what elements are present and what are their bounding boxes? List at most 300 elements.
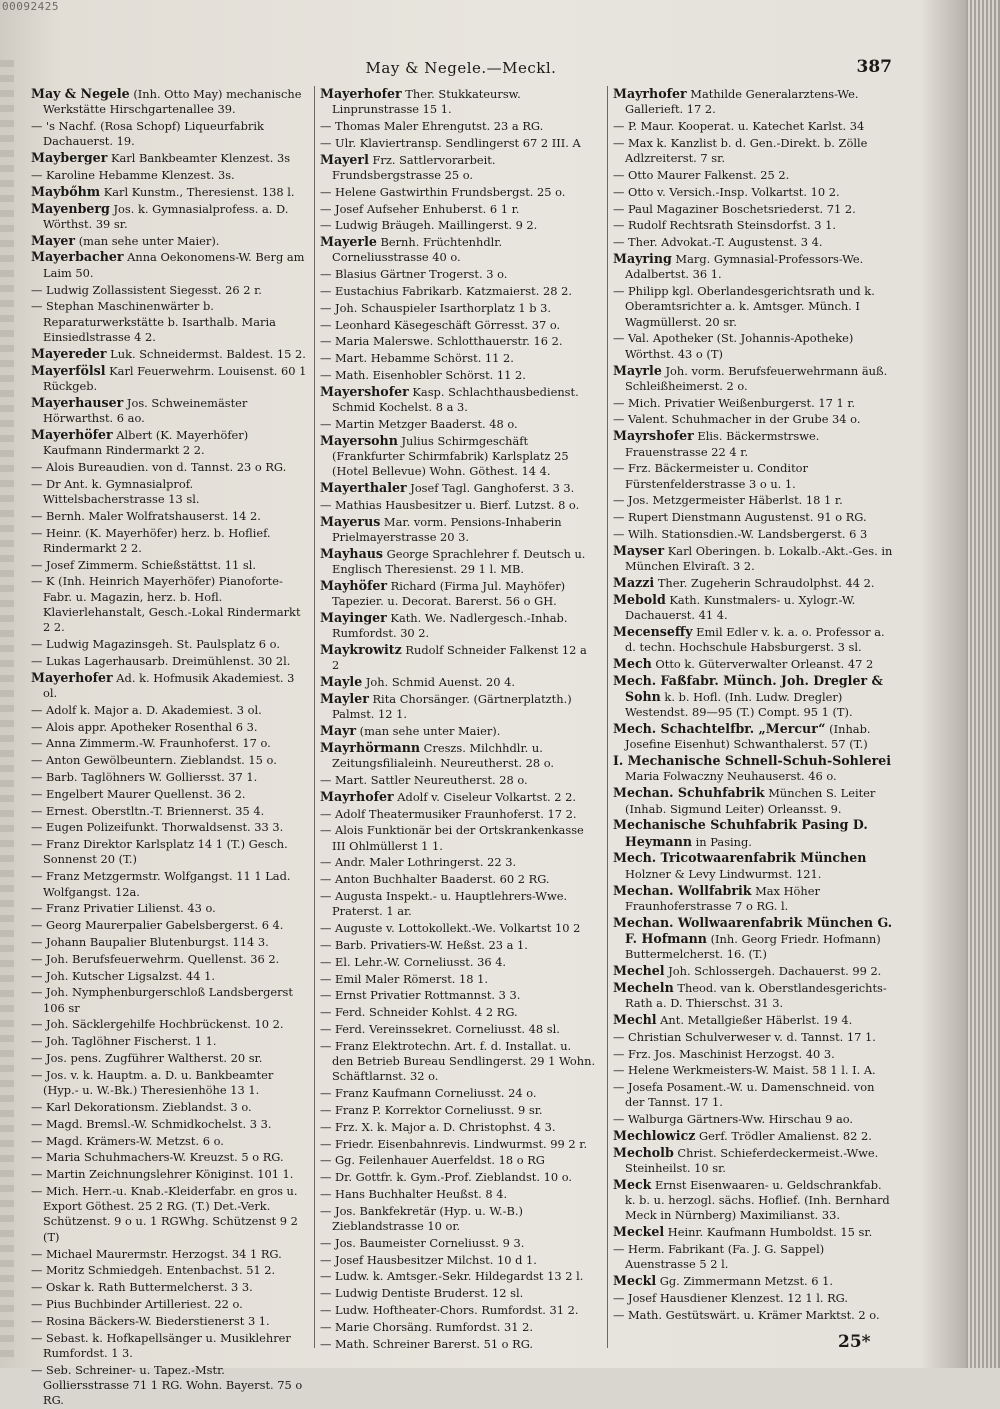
entry-headword: Mayinger xyxy=(320,610,387,625)
directory-entry xyxy=(31,282,307,298)
directory-entry xyxy=(613,1079,895,1111)
entry-text: — 's Nachf. (Rosa Schopf) Liqueurfabrik Dachauerst. 19. xyxy=(31,119,264,149)
entry-text: Kath. We. Nadlergesch.-Inhab. Rumfordst. 30 2. xyxy=(332,611,568,641)
entry-text: in Pasing. xyxy=(692,834,752,849)
directory-entry xyxy=(31,573,307,635)
entry-text: Theod. van k. Oberstlandesgerichts-Rath a. D. Thierschst. 31 3. xyxy=(625,980,887,1011)
entry-text: — Barb. Taglöhners W. Golliersst. 37 1. xyxy=(31,769,258,784)
directory-entry xyxy=(613,283,895,330)
directory-entry xyxy=(320,937,596,953)
directory-entry xyxy=(320,135,596,151)
directory-entry xyxy=(320,1302,596,1318)
entry-headword: Mechel xyxy=(613,963,665,979)
directory-entry xyxy=(613,785,895,817)
directory-entry xyxy=(613,411,895,427)
entry-headword: Mayerbacher xyxy=(31,249,124,265)
entry-text: Heinr. Kaufmann Humboldst. 15 sr. xyxy=(664,1225,873,1240)
entry-headword: Mech. Faßfabr. Münch. Joh. Dregler & Sohn xyxy=(613,672,883,704)
entry-text: — Jos. Baumeister Corneliusst. 9 3. xyxy=(320,1235,525,1250)
entry-text: — Rudolf Rechtsrath Steinsdorfst. 3 1. xyxy=(613,218,836,233)
entry-headword: Mech. Schachtelfbr. „Mercur“ xyxy=(613,721,826,737)
sheet-signature: 25* xyxy=(838,1332,871,1352)
directory-entry xyxy=(320,433,596,480)
entry-headword: Mech xyxy=(613,655,652,671)
entry-text: — Josef Zimmerm. Schießstättst. 11 sl. xyxy=(31,557,257,572)
entry-headword: Mayberger xyxy=(31,150,108,166)
entry-text: — Walburga Gärtners-Ww. Hirschau 9 ao. xyxy=(613,1112,854,1127)
entry-headword: Mebold xyxy=(613,591,666,607)
entry-headword: May & Negele xyxy=(31,86,130,101)
entry-headword: Mayersohn xyxy=(320,432,398,448)
directory-entry xyxy=(613,217,895,233)
entry-text: — Franz Direktor Karlsplatz 14 1 (T.) Gesch. Sonnenst 20 (T.) xyxy=(31,837,288,867)
directory-entry xyxy=(320,610,596,642)
directory-entry xyxy=(320,888,596,920)
directory-entry xyxy=(320,1102,596,1118)
directory-entry xyxy=(613,721,895,753)
entry-text: — Ferd. Vereinssekret. Corneliusst. 48 sl. xyxy=(320,1021,560,1036)
entry-text: — Friedr. Eisenbahnrevis. Lindwurmst. 99 2 r. xyxy=(320,1136,588,1151)
entry-text: — Ferd. Schneider Kohlst. 4 2 RG. xyxy=(320,1005,518,1020)
entry-text: — Anna Zimmerm.-W. Fraunhoferst. 17 o. xyxy=(31,736,271,751)
entry-text: — Wilh. Stationsdien.-W. Landsbergerst. 6 3 xyxy=(613,527,868,542)
directory-entry xyxy=(320,416,596,432)
directory-entry xyxy=(613,363,895,395)
directory-entry xyxy=(31,1033,307,1049)
directory-entry xyxy=(31,476,307,508)
entry-text: Marg. Gymnasial-Professors-We. Adalbertst. 36 1. xyxy=(625,251,864,282)
entry-headword: Mecholb xyxy=(613,1144,674,1160)
directory-entry xyxy=(613,575,895,591)
entry-text: — Rupert Dienstmann Augustenst. 91 o RG. xyxy=(613,510,867,525)
entry-text: Joh. Schlossergeh. Dachauerst. 99 2. xyxy=(664,964,882,979)
directory-entry xyxy=(320,772,596,788)
entry-headword: Mayer xyxy=(31,232,76,248)
entry-text: Gg. Zimmermann Metzst. 6 1. xyxy=(656,1274,834,1289)
entry-text: — Josef Hausbesitzer Milchst. 10 d 1. xyxy=(320,1252,537,1267)
directory-entry xyxy=(31,363,307,395)
entry-text: — Math. Eisenhobler Schörst. 11 2. xyxy=(320,368,526,383)
directory-entry xyxy=(31,395,307,427)
entry-text: — Jos. Metzgermeister Häberlst. 18 1 r. xyxy=(613,493,843,508)
entry-headword: Mechan. Wollfabrik xyxy=(613,882,752,898)
entry-text: — Bernh. Maler Wolfratshauserst. 14 2. xyxy=(31,508,261,523)
directory-entry xyxy=(320,1085,596,1101)
directory-entry xyxy=(31,1279,307,1295)
entry-text: — Franz Kaufmann Corneliusst. 24 o. xyxy=(320,1086,537,1101)
directory-entry xyxy=(613,184,895,200)
entry-text: — El. Lehr.-W. Corneliusst. 36 4. xyxy=(320,954,507,969)
directory-entry xyxy=(31,1133,307,1149)
directory-entry xyxy=(320,871,596,887)
entry-text: — Jos. pens. Zugführer Waltherst. 20 sr. xyxy=(31,1051,263,1066)
entry-text: — Oskar k. Rath Buttermelcherst. 3 3. xyxy=(31,1280,253,1295)
directory-entry xyxy=(613,1012,895,1028)
entry-text: — Joh. Berufsfeuerwehrm. Quellenst. 36 2. xyxy=(31,951,280,966)
entry-text: — Otto Maurer Falkenst. 25 2. xyxy=(613,167,790,182)
entry-text: — Josef Hausdiener Klenzest. 12 1 l. RG. xyxy=(613,1290,848,1305)
entry-text: Karl Oberingen. b. Lokalb.-Akt.-Ges. in München Elviraſt. 3 2. xyxy=(625,543,893,574)
entry-text: Christ. Schieferdeckermeist.-Wwe. Steinheilst. 10 sr. xyxy=(625,1145,879,1176)
entry-text: — Ther. Advokat.-T. Augustenst. 3 4. xyxy=(613,235,823,250)
directory-entry xyxy=(31,900,307,916)
entry-text: — Thomas Maler Ehrengutst. 23 a RG. xyxy=(320,119,544,134)
entry-text: — Pius Buchbinder Artilleriest. 22 o. xyxy=(31,1296,243,1311)
directory-entry xyxy=(320,350,596,366)
directory-entry xyxy=(320,266,596,282)
directory-entry xyxy=(320,1268,596,1284)
entry-text: (Inhab. Josefine Eisenhut) Schwanthalerst. 57 (T.) xyxy=(625,722,871,752)
entry-text: Bernh. Früchtenhdlr. Corneliusstrasse 40 o. xyxy=(332,235,503,265)
entry-text: k. b. Hofl. (Inh. Ludw. Dregler) Westendst. 89—95 (T.) Compt. 95 1 (T). xyxy=(625,689,853,720)
directory-entry xyxy=(31,917,307,933)
entry-text: — Joh. Taglöhner Fischerst. 1 1. xyxy=(31,1034,217,1049)
entry-headword: Mayerle xyxy=(320,234,377,250)
entry-headword: Mayler xyxy=(320,690,369,706)
entry-text: Adolf v. Ciseleur Volkartst. 2 2. xyxy=(393,789,577,804)
directory-entry xyxy=(320,1235,596,1251)
directory-entry xyxy=(31,557,307,573)
entry-text: Luk. Schneidermst. Baldest. 15 2. xyxy=(106,346,306,361)
entry-text: — Christian Schulverweser v. d. Tannst. 17 1. xyxy=(613,1029,876,1044)
entry-text: — Frz. Bäckermeister u. Conditor Fürstenfelderstrasse 3 o u. 1. xyxy=(613,461,808,491)
entry-text: Joh. vorm. Berufsfeuerwehrmann äuß. Schleißheimerst. 2 o. xyxy=(625,363,888,393)
entry-headword: Mayr xyxy=(320,723,357,739)
entry-text: — Franz Metzgermstr. Wolfgangst. 11 1 Lad. Wolfgangst. 12a. xyxy=(31,869,291,899)
entry-text: Ther. Stukkateursw. Linprunstrasse 15 1. xyxy=(332,87,521,117)
directory-entry xyxy=(31,653,307,669)
entry-headword: Maybőhm xyxy=(31,183,101,199)
entry-text: — Helene Werkmeisters-W. Maist. 58 1 l. I. A. xyxy=(613,1063,876,1078)
directory-entry xyxy=(320,987,596,1003)
entry-text: Jos. Schweinemäster Hörwarthst. 6 ao. xyxy=(43,395,248,425)
entry-text: — Moritz Schmiedgeh. Entenbachst. 51 2. xyxy=(31,1263,276,1278)
directory-entry xyxy=(320,740,596,772)
entry-text: München S. Leiter (Inhab. Sigmund Leiter) Orleansst. 9. xyxy=(625,786,876,816)
entry-text: — Val. Apotheker (St. Johannis-Apotheke) Wörthst. 43 o (T) xyxy=(613,331,854,361)
directory-entry xyxy=(31,1262,307,1278)
directory-entry xyxy=(320,723,596,739)
directory-entry xyxy=(31,508,307,524)
entry-text: — Magd. Krämers-W. Metzst. 6 o. xyxy=(31,1133,224,1148)
entry-text: — Sebast. k. Hofkapellsänger u. Musiklehrer Rumfordst. 1 3. xyxy=(31,1330,291,1360)
entry-text: Karl Feuerwehrm. Louisenst. 60 1 Rückgeb. xyxy=(43,363,307,393)
entry-headword: I. Mechanische Schnell-Schuh-Sohlerei xyxy=(613,753,892,769)
directory-entry xyxy=(613,817,895,850)
directory-entry xyxy=(31,735,307,751)
directory-entry xyxy=(31,249,307,281)
directory-entry xyxy=(31,1067,307,1099)
directory-entry xyxy=(31,184,307,200)
entry-text: Ther. Zugeherin Schraudolphst. 44 2. xyxy=(654,575,875,590)
directory-entry xyxy=(613,330,895,362)
directory-entry xyxy=(613,234,895,250)
directory-entry xyxy=(31,1099,307,1115)
directory-entry xyxy=(613,251,895,283)
entry-headword: Mechan. Wollwaarenfabrik München G. F. Hofmann xyxy=(613,914,893,946)
directory-entry xyxy=(613,1224,895,1240)
entry-text: — Mart. Sattler Neureutherst. 28 o. xyxy=(320,772,528,787)
directory-entry xyxy=(320,578,596,610)
directory-entry xyxy=(31,786,307,802)
entry-text: — Ludwig Bräugeh. Maillingerst. 9 2. xyxy=(320,218,538,233)
entry-text: — Adolf k. Major a. D. Akademiest. 3 ol. xyxy=(31,702,262,717)
entry-text: — Franz Elektrotechn. Art. f. d. Installat. u. den Betrieb Bureau Sendlingerst. 29 1 Wohn. Schäftlarnst. 32 o. xyxy=(320,1038,596,1084)
directory-entry xyxy=(320,367,596,383)
entry-text: — Anton Gewölbeuntern. Zieblandst. 15 o. xyxy=(31,753,277,768)
directory-entry xyxy=(613,883,895,915)
directory-entry xyxy=(31,934,307,950)
book-page-edges xyxy=(966,0,1000,1368)
directory-entry xyxy=(613,1046,895,1062)
entry-headword: Mayenberg xyxy=(31,200,110,216)
directory-entry xyxy=(31,984,307,1016)
entry-text: (Inh. Georg Friedr. Hofmann) Buttermelcherst. 16. (T.) xyxy=(625,931,881,962)
entry-headword: Mayerhofer xyxy=(320,86,402,101)
entry-text: — Otto v. Versich.-Insp. Volkartst. 10 2. xyxy=(613,184,840,199)
entry-text: (man sehe unter Maier). xyxy=(75,233,220,248)
directory-entry xyxy=(31,86,307,118)
entry-text: — Magd. Bremsl.-W. Schmidkochelst. 3 3. xyxy=(31,1116,272,1131)
directory-entry xyxy=(320,674,596,690)
entry-text: — Ernest. Oberstltn.-T. Briennerst. 35 4. xyxy=(31,803,265,818)
entry-text: — Ludw. Hoftheater-Chors. Rumfordst. 31 2. xyxy=(320,1302,579,1317)
directory-entry xyxy=(31,1296,307,1312)
entry-text: — Ludw. k. Amtsger.-Sekr. Hildegardst 13 2 l. xyxy=(320,1269,584,1284)
directory-entry xyxy=(320,234,596,266)
directory-entry xyxy=(613,395,895,411)
entry-headword: Mayrhofer xyxy=(613,86,687,101)
page-number: 387 xyxy=(856,57,892,77)
entry-headword: Mechlowicz xyxy=(613,1128,696,1143)
entry-text: Frz. Sattlervorarbeit. Frundsbergstrasse 25 o. xyxy=(332,152,496,182)
directory-entry xyxy=(320,1319,596,1335)
directory-entry xyxy=(320,1136,596,1152)
directory-entry xyxy=(31,1246,307,1262)
entry-text: — Anton Buchhalter Baaderst. 60 2 RG. xyxy=(320,872,550,887)
entry-text: — Georg Maurerpalier Gabelsbergerst. 6 4. xyxy=(31,918,284,933)
entry-text: Max Höher Fraunhoferstrasse 7 o RG. l. xyxy=(625,883,820,913)
entry-text: — Helene Gastwirthin Frundsbergst. 25 o. xyxy=(320,184,566,199)
directory-entry xyxy=(320,1119,596,1135)
directory-entry xyxy=(31,427,307,459)
entry-text: — Joh. Nymphenburgerschloß Landsbergerst 106 sr xyxy=(31,985,293,1015)
entry-headword: Mayerhöfer xyxy=(31,426,113,442)
entry-text: — Max k. Kanzlist b. d. Gen.-Direkt. b. Zölle Adlzreiterst. 7 sr. xyxy=(613,135,868,166)
directory-entry xyxy=(613,460,895,492)
directory-entry xyxy=(320,201,596,217)
column-rule xyxy=(314,86,315,1348)
directory-entry xyxy=(613,1290,895,1306)
directory-entry xyxy=(320,317,596,333)
entry-text: — Blasius Gärtner Trogerst. 3 o. xyxy=(320,267,508,282)
entry-text: — Ernst Privatier Rottmannst. 3 3. xyxy=(320,988,521,1003)
directory-entry xyxy=(320,184,596,200)
directory-entry xyxy=(31,1116,307,1132)
directory-entry xyxy=(320,806,596,822)
entry-text: — Marie Chorsäng. Rumfordst. 31 2. xyxy=(320,1319,533,1334)
entry-text: — Maria Schuhmachers-W. Kreuzst. 5 o RG. xyxy=(31,1150,284,1165)
directory-entry xyxy=(320,384,596,416)
entry-headword: Mayerhauser xyxy=(31,394,124,410)
directory-entry xyxy=(31,951,307,967)
entry-headword: Mecheln xyxy=(613,979,674,995)
directory-entry xyxy=(320,333,596,349)
entry-text: — Gg. Feilenhauer Auerfeldst. 18 o RG xyxy=(320,1153,545,1168)
entry-headword: Mayerl xyxy=(320,151,369,167)
entry-text: Albert (K. Mayerhöfer) Kaufmann Rindermarkt 2 2. xyxy=(43,427,249,458)
directory-entry xyxy=(31,1149,307,1165)
entry-text: — Math. Schreiner Barerst. 51 o RG. xyxy=(320,1336,534,1351)
directory-entry xyxy=(613,509,895,525)
directory-entry xyxy=(31,803,307,819)
entry-headword: Mayhöfer xyxy=(320,577,388,593)
entry-text: Josef Tagl. Ganghoferst. 3 3. xyxy=(406,481,575,496)
directory-entry xyxy=(31,150,307,166)
entry-text: Kath. Kunstmalers- u. Xylogr.-W. Dachauerst. 41 4. xyxy=(625,592,856,622)
directory-entry xyxy=(613,1062,895,1078)
directory-entry xyxy=(320,217,596,233)
directory-entry xyxy=(613,543,895,575)
entry-text: Ernst Eisenwaaren- u. Geldschrankfab. k. b. u. herzogl. sächs. Hoflief. (Inh. Bernhard Meck in Nürnberg) Maximilianst. 33. xyxy=(625,1177,890,1223)
entry-text: — Philipp kgl. Oberlandesgerichtsrath und k. Oberamtsrichter a. k. Amtsger. Münch. I Wagmüllerst. 20 sr. xyxy=(613,284,875,329)
entry-headword: Mayrhörmann xyxy=(320,739,421,755)
entry-headword: Mayershofer xyxy=(320,383,409,399)
directory-entry xyxy=(320,514,596,546)
entry-headword: Mazzi xyxy=(613,574,655,590)
directory-entry xyxy=(320,283,596,299)
entry-text: (Inh. Otto May) mechanische Werkstätte Hirschgartenallee 39. xyxy=(43,87,302,117)
directory-entry xyxy=(320,497,596,513)
entry-text: — Frz. Jos. Maschinist Herzogst. 40 3. xyxy=(613,1046,835,1061)
entry-text: — Seb. Schreiner- u. Tapez.-Mstr. Golliersstrasse 71 1 RG. Wohn. Bayerst. 75 o RG. xyxy=(31,1362,303,1408)
entry-text: George Sprachlehrer f. Deutsch u. Englisch Theresienst. 29 1 l. MB. xyxy=(332,546,586,577)
directory-entry xyxy=(613,167,895,183)
column-left xyxy=(31,86,307,1408)
directory-entry xyxy=(31,1166,307,1182)
directory-entry xyxy=(613,1241,895,1273)
directory-entry xyxy=(320,86,596,118)
directory-entry xyxy=(31,1016,307,1032)
directory-entry xyxy=(320,546,596,578)
directory-entry xyxy=(31,233,307,249)
entry-text: — Andr. Maler Lothringerst. 22 3. xyxy=(320,855,517,870)
directory-entry xyxy=(320,954,596,970)
entry-text: Creszs. Milchhdlr. u. Zeitungsfilialeinh. Neureutherst. 28 o. xyxy=(332,740,555,771)
directory-entry xyxy=(320,152,596,184)
entry-headword: Mayereder xyxy=(31,345,107,361)
entry-text: — Frz. X. k. Major a. D. Christophst. 4 3. xyxy=(320,1119,556,1134)
directory-entry xyxy=(613,492,895,508)
entry-text: — Alois Bureaudien. von d. Tannst. 23 o RG. xyxy=(31,459,287,474)
entry-text: — Mich. Herr.-u. Knab.-Kleiderfabr. en gros u. Export Göthest. 25 2 RG. (T.) Det.-Verk. Schützenst. 9 o u. 1 RGWhg. Schützenst 9 2 (T) xyxy=(31,1183,298,1244)
directory-entry xyxy=(31,346,307,362)
entry-headword: Mechl xyxy=(613,1011,657,1027)
entry-text: Elis. Bäckermstrswe. Frauenstrasse 22 4 r. xyxy=(625,429,820,459)
entry-text: Kasp. Schlachthausbedienst. Schmid Kochelst. 8 a 3. xyxy=(332,384,579,415)
entry-text: — Math. Gestütswärt. u. Krämer Marktst. 2 o. xyxy=(613,1307,880,1322)
entry-text: Joh. Schmid Auenst. 20 4. xyxy=(362,675,516,690)
directory-entry xyxy=(31,636,307,652)
entry-text: Karl Bankbeamter Klenzest. 3s xyxy=(107,151,291,166)
directory-entry xyxy=(31,670,307,702)
directory-entry xyxy=(31,1330,307,1362)
entry-text: Mar. vorm. Pensions-Inhaberin Prielmayerstrasse 20 3. xyxy=(332,514,562,545)
entry-headword: Meckel xyxy=(613,1224,665,1240)
entry-headword: Mayrle xyxy=(613,362,662,378)
entry-headword: Mechan. Schuhfabrik xyxy=(613,785,765,801)
column-right xyxy=(613,86,895,1348)
entry-headword: Meckl xyxy=(613,1273,657,1289)
running-head: May & Negele.—Meckl. xyxy=(365,59,557,77)
entry-text: (man sehe unter Maier). xyxy=(356,724,501,739)
entry-text: — Mart. Hebamme Schörst. 11 2. xyxy=(320,351,514,366)
entry-text: — Joh. Kutscher Ligsalzst. 44 1. xyxy=(31,968,215,983)
directory-entry xyxy=(613,915,895,963)
entry-text: — Alois Funktionär bei der Ortskrankenkasse III Ohlmüllerst 1 1. xyxy=(320,823,584,853)
directory-entry xyxy=(613,118,895,134)
directory-entry xyxy=(31,752,307,768)
entry-text: Karl Kunstm., Theresienst. 138 l. xyxy=(100,184,295,199)
directory-entry xyxy=(613,1029,895,1045)
directory-entry xyxy=(613,753,895,785)
entry-text: Holzner & Levy Lindwurmst. 121. xyxy=(625,866,822,881)
directory-entry xyxy=(613,201,895,217)
directory-entry xyxy=(31,868,307,900)
entry-text: — Karoline Hebamme Klenzest. 3s. xyxy=(31,167,235,182)
directory-entry xyxy=(613,980,895,1012)
entry-text: — Johann Baupalier Blutenburgst. 114 3. xyxy=(31,934,269,949)
entry-text: — Adolf Theatermusiker Fraunhoferst. 17 2. xyxy=(320,806,577,821)
directory-entry xyxy=(320,300,596,316)
directory-entry xyxy=(613,428,895,460)
entry-text: Rita Chorsänger. (Gärtnerplatzth.) Palmst. 12 1. xyxy=(332,691,572,722)
directory-entry xyxy=(320,1038,596,1085)
directory-entry xyxy=(31,836,307,868)
directory-entry xyxy=(31,298,307,345)
entry-headword: Mayrhofer xyxy=(320,788,394,804)
directory-entry xyxy=(613,673,895,721)
directory-entry xyxy=(31,1362,307,1409)
directory-entry xyxy=(613,624,895,656)
entry-text: — Lukas Lagerhausarb. Dreimühlenst. 30 2l. xyxy=(31,653,291,668)
entry-headword: Mayser xyxy=(613,542,665,558)
directory-entry xyxy=(320,971,596,987)
directory-entry xyxy=(31,167,307,183)
directory-entry xyxy=(320,1186,596,1202)
entry-text: Jos. k. Gymnasialprofess. a. D. Wörthst. 39 sr. xyxy=(43,201,289,231)
entry-text: — Franz P. Korrektor Corneliusst. 9 sr. xyxy=(320,1102,543,1117)
entry-text: — Paul Magaziner Boschetsriederst. 71 2. xyxy=(613,201,856,216)
entry-text: Ant. Metallgießer Häberlst. 19 4. xyxy=(656,1012,853,1027)
scan-id-watermark: 00092425 xyxy=(2,0,59,13)
entry-text: — Dr. Gottfr. k. Gym.-Prof. Zieblandst. 10 o. xyxy=(320,1170,573,1185)
entry-text: — Eustachius Fabrikarb. Katzmaierst. 28 2. xyxy=(320,284,572,299)
entry-text: Emil Edler v. k. a. o. Professor a. d. techn. Hochschule Habsburgerst. 3 sl. xyxy=(625,624,885,655)
directory-entry xyxy=(320,1152,596,1168)
directory-entry xyxy=(320,1252,596,1268)
directory-entry xyxy=(320,118,596,134)
entry-text: Ad. k. Hofmusik Akademiest. 3 ol. xyxy=(43,670,295,700)
directory-entry xyxy=(613,850,895,882)
entry-text: — P. Maur. Kooperat. u. Katechet Karlst. 34 xyxy=(613,119,865,134)
entry-text: Rudolf Schneider Falkenst 12 a 2 xyxy=(332,643,587,673)
directory-entry xyxy=(613,526,895,542)
entry-headword: Mecenseffy xyxy=(613,623,693,639)
entry-text: — Martin Zeichnungslehrer Königinst. 101 1. xyxy=(31,1167,294,1182)
entry-text: — Michael Maurermstr. Herzogst. 34 1 RG. xyxy=(31,1246,282,1261)
directory-entry xyxy=(613,963,895,979)
